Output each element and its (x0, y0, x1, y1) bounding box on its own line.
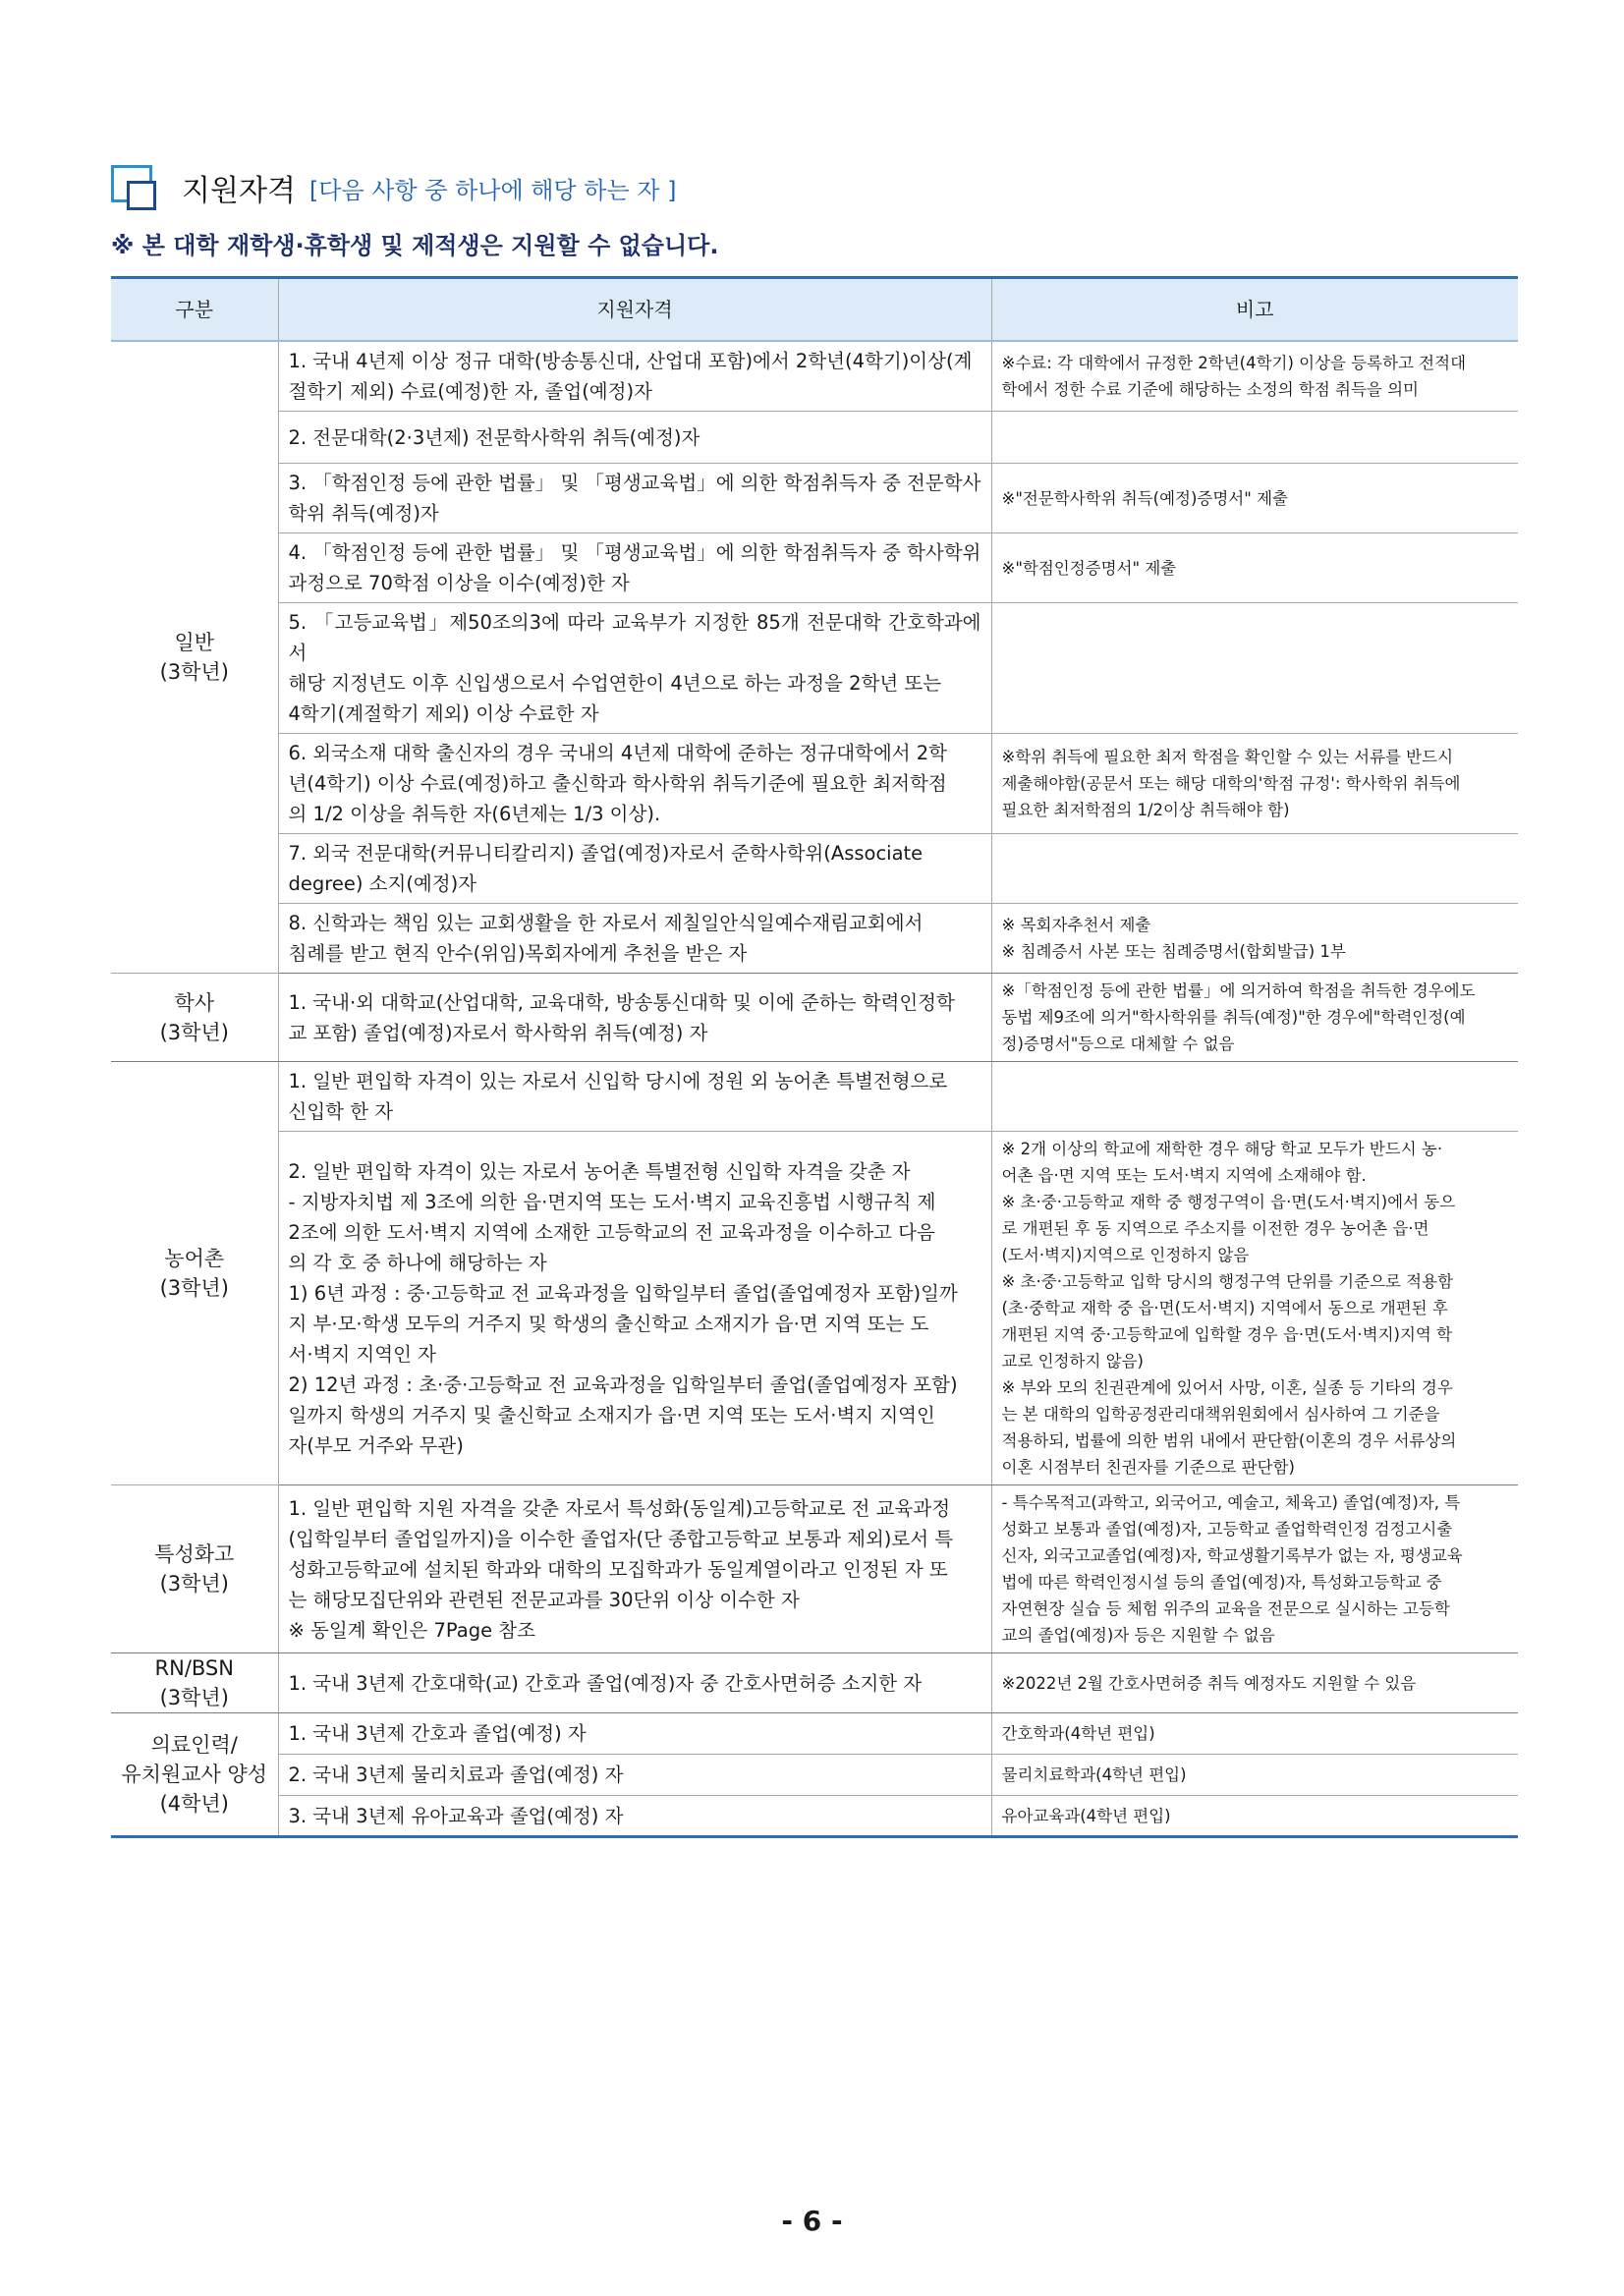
section-heading (111, 163, 676, 212)
qualification-line: 2. 국내 3년제 물리치료과 졸업(예정) 자 (288, 1764, 624, 1786)
note-line: ※ 초·중·고등학교 재학 중 행정구역이 읍·면(도서·벽지)에서 동으 (1001, 1193, 1456, 1211)
qualification-line: 1. 일반 편입학 지원 자격을 갖춘 자로서 특성화(동일계)고등학교로 전 교육과정 (288, 1496, 951, 1520)
note-line: ※학위 취득에 필요한 최저 학점을 확인할 수 있는 서류를 반드시 (1001, 748, 1454, 766)
qualification-line: 교 포함) 졸업(예정)자로서 학사학위 취득(예정) 자 (288, 1021, 708, 1044)
note-line: 필요한 최저학점의 1/2이상 취득해야 함) (1001, 801, 1290, 819)
note-cell (991, 1653, 1518, 1713)
qualification-line: 2. 전문대학(2·3년제) 전문학사학위 취득(예정)자 (288, 425, 700, 449)
note-line: 교의 졸업(예정)자 등은 지원할 수 없음 (1001, 1626, 1275, 1645)
qualification-line: 성화고등학교에 설치된 학과와 대학의 모집학과가 동일계열이라고 인정된 자 또 (288, 1557, 948, 1581)
category-label: 특성화고 (154, 1542, 235, 1566)
qualification-cell (278, 603, 991, 734)
note-cell (991, 904, 1518, 974)
note-line: 교로 인정하지 않음) (1001, 1352, 1144, 1371)
note-line: 동법 제9조에 의거"학사학위를 취득(예정)"한 경우에"학력인정(예 (1001, 1008, 1466, 1027)
table-row (111, 1653, 1518, 1713)
note-line: ※ 2개 이상의 학교에 재학한 경우 해당 학교 모두가 반드시 농· (1001, 1140, 1443, 1158)
qualification-line: 1. 일반 편입학 자격이 있는 자로서 신입학 당시에 정원 외 농어촌 특별전형으로 (288, 1070, 948, 1092)
note-cell (991, 734, 1518, 834)
category-cell (111, 974, 278, 1062)
table-row (111, 533, 1518, 603)
table-row (111, 412, 1518, 464)
category-label: (3학년) (159, 1572, 229, 1596)
note-cell (991, 412, 1518, 464)
qualification-line: 해당 지정년도 이후 신입생으로서 수업연한이 4년으로 하는 과정을 2학년 또는 (288, 672, 942, 695)
note-line: 정)증명서"등으로 대체할 수 없음 (1001, 1035, 1235, 1053)
qualification-line: 5. 「고등교육법」제50조의3에 따라 교육부가 지정한 85개 전문대학 간호학과에서 (288, 611, 981, 664)
category-label: (3학년) (159, 1686, 229, 1709)
note-line: ※ 침례증서 사본 또는 침례증명서(합회발급) 1부 (1001, 942, 1346, 961)
qualification-table (111, 276, 1518, 1838)
note-cell (991, 1755, 1518, 1796)
note-line: 로 개편된 후 동 지역으로 주소지를 이전한 경우 농어촌 읍·면 (1001, 1219, 1429, 1238)
qualification-cell (278, 412, 991, 464)
note-cell (991, 974, 1518, 1062)
qualification-line: (입학일부터 졸업일까지)을 이수한 졸업자(단 종합고등학교 보통과 제외)로서 특 (288, 1527, 954, 1550)
table-row (111, 1796, 1518, 1837)
note-cell (991, 1796, 1518, 1837)
qualification-line: 3. 국내 3년제 유아교육과 졸업(예정) 자 (288, 1804, 624, 1827)
note-line: 어촌 읍·면 지역 또는 도서·벽지 지역에 소재해야 함. (1001, 1166, 1367, 1185)
qualification-line: 1. 국내 4년제 이상 정규 대학(방송통신대, 산업대 포함)에서 2학년(4학기)이상(계 (288, 350, 973, 372)
note-line: ※2022년 2월 간호사면허증 취득 예정자도 지원할 수 있음 (1001, 1673, 1417, 1693)
qualification-line: 2조에 의한 도서·벽지 지역에 소재한 고등학교의 전 교육과정을 이수하고 다음 (288, 1220, 935, 1244)
category-label: (3학년) (159, 1020, 229, 1044)
category-label: (3학년) (159, 1276, 229, 1300)
table-row (111, 1485, 1518, 1653)
category-label: 농어촌 (164, 1247, 225, 1270)
category-label: 의료인력/ (150, 1733, 238, 1757)
note-line: 간호학과(4학년 편입) (1001, 1724, 1155, 1743)
qualification-line: 6. 외국소재 대학 출신자의 경우 국내의 4년제 대학에 준하는 정규대학에서 2학 (288, 742, 948, 764)
qualification-cell (278, 1755, 991, 1796)
note-line: 법에 따른 학력인정시설 등의 졸업(예정)자, 특성화고등학교 중 (1001, 1573, 1442, 1592)
qualification-line: 의 각 호 중 하나에 해당하는 자 (288, 1251, 547, 1274)
table-row (111, 834, 1518, 904)
qualification-line: - 지방자치법 제 3조에 의한 읍·면지역 또는 도서·벽지 교육진흥법 시행규칙 제 (288, 1190, 936, 1213)
qualification-line: 지 부·모·학생 모두의 거주지 및 학생의 출신학교 소재지가 읍·면 지역 또는 도 (288, 1312, 929, 1335)
qualification-line: degree) 소지(예정)자 (288, 872, 477, 895)
qualification-line: 8. 신학과는 책임 있는 교회생활을 한 자로서 제칠일안식일예수재림교회에서 (288, 912, 924, 934)
category-label: 유치원교사 양성 (121, 1763, 268, 1786)
category-cell (111, 1653, 278, 1713)
table-row (111, 1132, 1518, 1485)
qualification-cell (278, 1132, 991, 1485)
qualification-line: 1. 국내·외 대학교(산업대학, 교육대학, 방송통신대학 및 이에 준하는 학력인정학 (288, 990, 955, 1014)
qualification-line: 7. 외국 전문대학(커뮤니티칼리지) 졸업(예정)자로서 준학사학위(Associate (288, 842, 924, 865)
category-cell (111, 341, 278, 974)
note-line: 적용하되, 법률에 의한 범위 내에서 판단함(이혼의 경우 서류상의 (1001, 1431, 1457, 1450)
note-cell (991, 1713, 1518, 1755)
section-subtitle: [다음 사항 중 하나에 해당 하는 자 ] (308, 176, 677, 204)
qualification-cell (278, 974, 991, 1062)
table-row (111, 1755, 1518, 1796)
qualification-line: 년(4학기) 이상 수료(예정)하고 출신학과 학사학위 취득기준에 필요한 최저학점 (288, 772, 947, 795)
qualification-line: 는 해당모집단위와 관련된 전문교과를 30단위 이상 이수한 자 (288, 1588, 800, 1611)
header-qualification: 지원자격 (278, 278, 991, 342)
qualification-cell (278, 1062, 991, 1132)
note-line: 제출해야함(공문서 또는 해당 대학의'학점 규정': 학사학위 취득에 (1001, 774, 1461, 793)
page-number: - 6 - (781, 2205, 843, 2237)
section-box-icon (111, 165, 160, 210)
table-row (111, 341, 1518, 412)
note-line: 학에서 정한 수료 기준에 해당하는 소정의 학점 취득을 의미 (1001, 380, 1419, 399)
note-line: ※「학점인정 등에 관한 법률」에 의거하여 학점을 취득한 경우에도 (1001, 981, 1476, 1000)
note-line: 신자, 외국고교졸업(예정)자, 학교생활기록부가 없는 자, 평생교육 (1001, 1546, 1463, 1565)
note-line: (초·중학교 재학 중 읍·면(도서·벽지) 지역에서 동으로 개편된 후 (1001, 1299, 1448, 1317)
note-line: ※"전문학사학위 취득(예정)증명서" 제출 (1001, 488, 1288, 508)
note-line: ※ 부와 모의 친권관계에 있어서 사망, 이혼, 실종 등 기타의 경우 (1001, 1378, 1453, 1397)
category-label: (3학년) (159, 660, 229, 684)
qualification-cell (278, 1653, 991, 1713)
qualification-cell (278, 1485, 991, 1653)
qualification-cell (278, 464, 991, 533)
qualification-line: 신입학 한 자 (288, 1100, 394, 1123)
category-label: (4학년) (159, 1792, 229, 1816)
qualification-line: 4. 「학점인정 등에 관한 법률」 및 「평생교육법」에 의한 학점취득자 중 학사학위 (288, 541, 981, 564)
note-line: - 특수목적고(과학고, 외국어고, 예술고, 체육고) 졸업(예정)자, 특 (1001, 1493, 1461, 1512)
qualification-cell (278, 904, 991, 974)
table-row (111, 1062, 1518, 1132)
note-cell (991, 533, 1518, 603)
note-line: ※"학점인정증명서" 제출 (1001, 558, 1177, 578)
category-cell (111, 1713, 278, 1837)
category-cell (111, 1062, 278, 1485)
note-line: ※수료: 각 대학에서 규정한 2학년(4학기) 이상을 등록하고 전적대 (1001, 354, 1467, 372)
note-line: 개편된 지역 중·고등학교에 입학할 경우 읍·면(도서·벽지)지역 학 (1001, 1325, 1453, 1344)
qualification-line: 1. 국내 3년제 간호과 졸업(예정) 자 (288, 1722, 587, 1745)
note-cell (991, 1062, 1518, 1132)
qualification-line: 3. 「학점인정 등에 관한 법률」 및 「평생교육법」에 의한 학점취득자 중 전문학사 (288, 472, 981, 494)
note-cell (991, 834, 1518, 904)
table-row (111, 904, 1518, 974)
qualification-line: 2. 일반 편입학 자격이 있는 자로서 농어촌 특별전형 신입학 자격을 갖춘 자 (288, 1159, 911, 1183)
qualification-line: 서·벽지 지역인 자 (288, 1342, 436, 1366)
header-category: 구분 (111, 278, 278, 342)
note-cell (991, 464, 1518, 533)
note-line: (도서·벽지)지역으로 인정하지 않음 (1001, 1246, 1250, 1264)
note-line: 물리치료학과(4학년 편입) (1001, 1765, 1187, 1784)
note-cell (991, 1132, 1518, 1485)
qualification-line: 과정으로 70학점 이상을 이수(예정)한 자 (288, 572, 630, 594)
note-line: ※ 초·중·고등학교 입학 당시의 행정구역 단위를 기준으로 적용함 (1001, 1272, 1454, 1291)
category-label: RN/BSN (154, 1656, 234, 1680)
qualification-cell (278, 1796, 991, 1837)
qualification-cell (278, 1713, 991, 1755)
qualification-line: 일까지 학생의 거주지 및 출신학교 소재지가 읍·면 지역 또는 도서·벽지 지역인 (288, 1403, 935, 1427)
qualification-line: 4학기(계절학기 제외) 이상 수료한 자 (288, 702, 599, 725)
header-note: 비고 (991, 278, 1518, 342)
category-label: 학사 (174, 990, 215, 1015)
qualification-line: ※ 동일계 확인은 7Page 참조 (288, 1618, 535, 1642)
qualification-cell (278, 834, 991, 904)
table-row (111, 1713, 1518, 1755)
qualification-line: 2) 12년 과정 : 초·중·고등학교 전 교육과정을 입학일부터 졸업(졸업예정자 포함) (288, 1372, 958, 1396)
notice-text: ※ 본 대학 재학생·휴학생 및 제적생은 지원할 수 없습니다. (111, 232, 719, 259)
qualification-line: 의 1/2 이상을 취득한 자(6년제는 1/3 이상). (288, 803, 661, 825)
table-row (111, 603, 1518, 734)
qualification-cell (278, 341, 991, 412)
qualification-line: 침례를 받고 현직 안수(위임)목회자에게 추천을 받은 자 (288, 942, 748, 965)
qualification-line: 자(부모 거주와 무관) (288, 1433, 464, 1457)
note-line: 자연현장 실습 등 체험 위주의 교육을 전문으로 실시하는 고등학 (1001, 1599, 1450, 1618)
note-line: 이혼 시점부터 친권자를 기준으로 판단함) (1001, 1458, 1295, 1477)
qualification-line: 1) 6년 과정 : 중·고등학교 전 교육과정을 입학일부터 졸업(졸업예정자 포함)일까 (288, 1281, 958, 1305)
note-line: 유아교육과(4학년 편입) (1001, 1806, 1171, 1825)
section-title: 지원자격 (182, 174, 296, 208)
table-row (111, 734, 1518, 834)
qualification-line: 학위 취득(예정)자 (288, 502, 439, 525)
note-cell (991, 603, 1518, 734)
table-row (111, 464, 1518, 533)
table-row (111, 974, 1518, 1062)
note-cell (991, 1485, 1518, 1653)
note-line: ※ 목회자추천서 제출 (1001, 916, 1151, 934)
category-label: 일반 (174, 631, 215, 654)
note-line: 는 본 대학의 입학공정관리대책위원회에서 심사하여 그 기준을 (1001, 1405, 1440, 1424)
qualification-line: 1. 국내 3년제 간호대학(교) 간호과 졸업(예정)자 중 간호사면허증 소지한 자 (288, 1671, 923, 1695)
note-line: 성화고 보통과 졸업(예정)자, 고등학교 졸업학력인정 검정고시출 (1001, 1520, 1453, 1539)
note-cell (991, 341, 1518, 412)
table-header-row (111, 278, 1518, 342)
qualification-line: 절학기 제외) 수료(예정)한 자, 졸업(예정)자 (288, 380, 652, 403)
category-cell (111, 1485, 278, 1653)
qualification-cell (278, 533, 991, 603)
qualification-cell (278, 734, 991, 834)
